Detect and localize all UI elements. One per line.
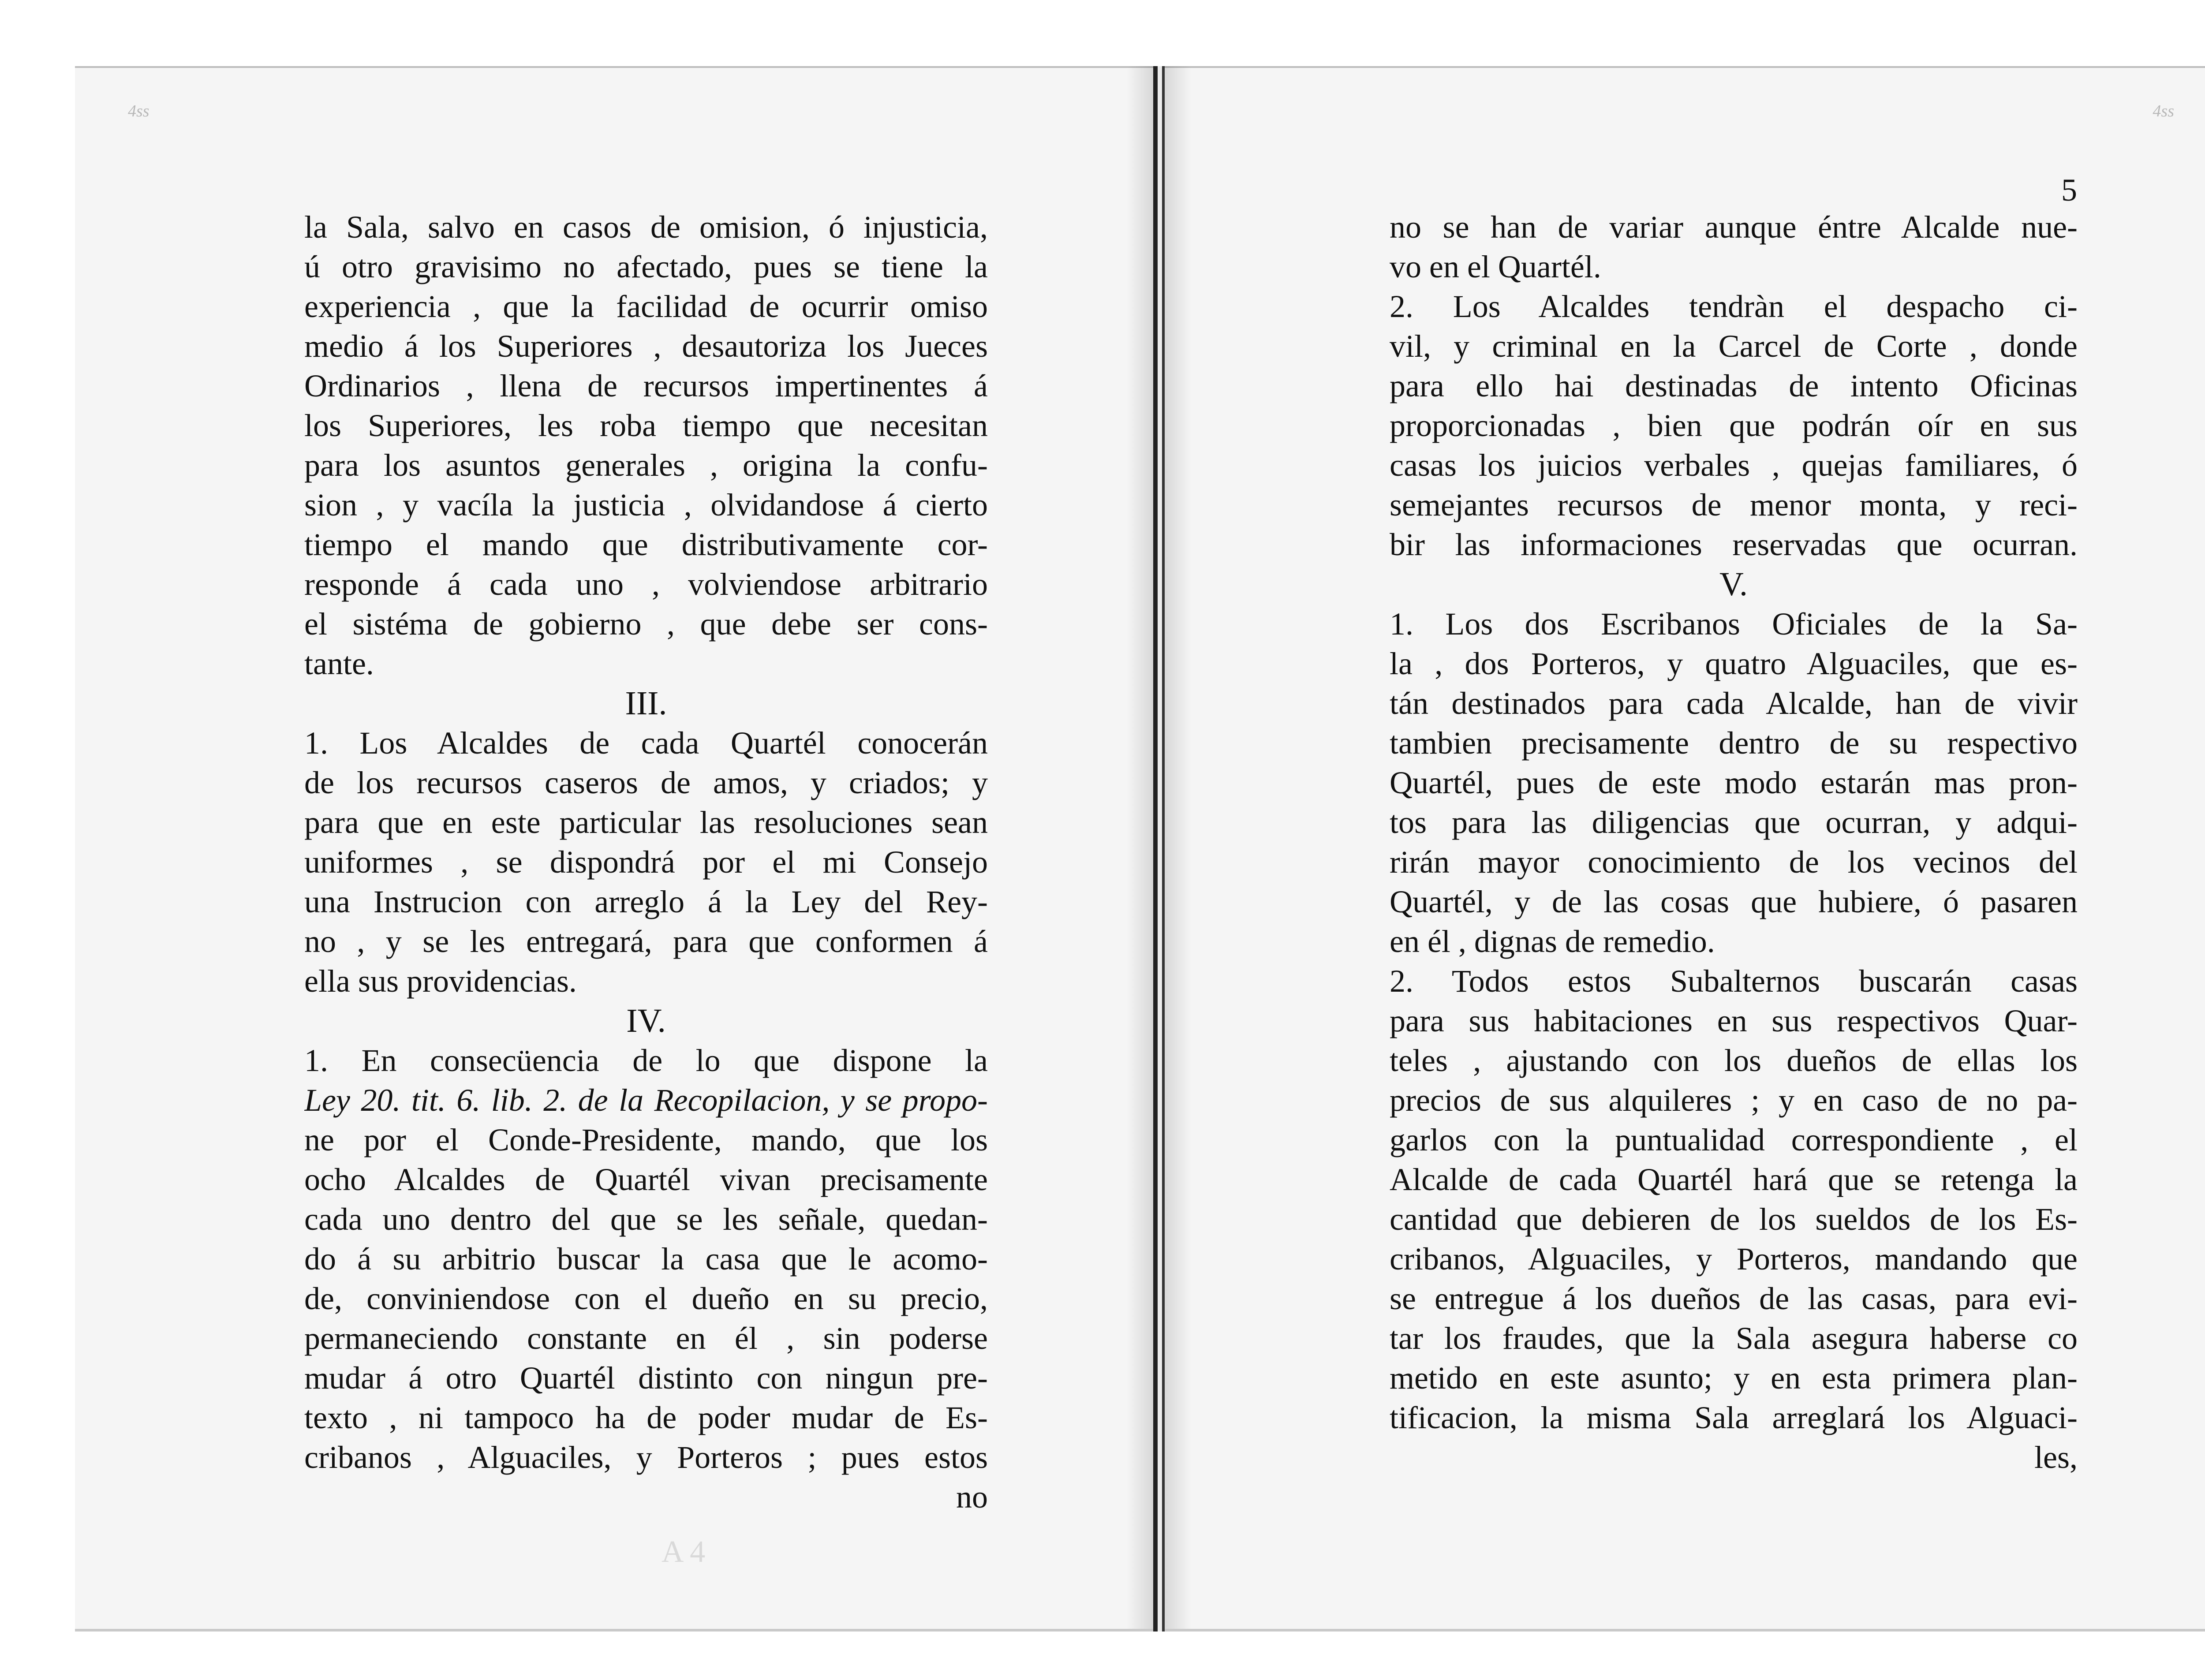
text-line: ú otro gravisimo no afectado, pues se tiene la [304,249,988,284]
text-line: uniformes , se dispondrá por el mi Consejo [304,844,988,880]
text-line: para sus habitaciones en sus respectivos Quar- [1390,1003,2078,1038]
text-line: 2. Todos estos Subalternos buscarán casas [1390,963,2078,999]
text-line: tiempo el mando que distributivamente cor- [304,527,988,562]
text-line: de, conviniendose con el dueño en su precio, [304,1281,988,1316]
catchword: no [956,1479,988,1515]
text-line: no , y se les entregará, para que conformen á [304,924,988,959]
text-line: Ordinarios , llena de recursos impertinentes á [304,368,988,403]
text-line: 1. Los Alcaldes de cada Quartél conocerán [304,725,988,761]
page-edge-top [75,66,1153,68]
text-line: Alcalde de cada Quartél hará que se retenga la [1390,1162,2078,1197]
text-line: 1. En consecüencia de lo que dispone la [304,1043,988,1078]
section-heading-iii: III. [625,685,667,722]
signature-mark-show-through: A 4 [662,1535,706,1569]
text-line: do á su arbitrio buscar la casa que le acomo- [304,1241,988,1277]
text-line: Ley 20. tit. 6. lib. 2. de la Recopilacion, y se propo- [304,1083,988,1118]
pencil-folio-mark: 4ss [128,102,149,120]
text-line: tos para las diligencias que ocurran, y adqui- [1390,805,2078,840]
text-line: texto , ni tampoco ha de poder mudar de Es- [304,1400,988,1435]
text-line: vo en el Quartél. [1390,249,1601,284]
section-heading-v: V. [1719,566,1748,603]
text-line: ne por el Conde-Presidente, mando, que los [304,1122,988,1157]
text-line: bir las informaciones reservadas que ocurran. [1390,527,2078,562]
page-number: 5 [2061,172,2077,208]
text-line: rirán mayor conocimiento de los vecinos del [1390,844,2078,880]
gutter-shadow [1127,66,1153,1631]
text-line: precios de sus alquileres ; y en caso de no pa- [1390,1083,2078,1118]
text-line: la , dos Porteros, y quatro Alguaciles, que es- [1390,646,2078,681]
catchword: les, [2034,1440,2078,1475]
text-line: 1. Los dos Escribanos Oficiales de la Sa- [1390,606,2078,642]
text-line: vil, y criminal en la Carcel de Corte , donde [1390,329,2078,364]
text-line: tán destinados para cada Alcalde, han de vivir [1390,686,2078,721]
text-line: cantidad que debieren de los sueldos de los Es- [1390,1202,2078,1237]
text-line: la Sala, salvo en casos de omision, ó injusticia, [304,209,988,245]
text-line: el sistéma de gobierno , que debe ser cons- [304,606,988,642]
text-line: tambien precisamente dentro de su respectivo [1390,725,2078,761]
text-line: mudar á otro Quartél distinto con ningun pre- [304,1360,988,1396]
text-line: teles , ajustando con los dueños de ellas los [1390,1043,2078,1078]
text-line: sion , y vacíla la justicia , olvidandose á cierto [304,487,988,523]
right-page-text [1390,207,2078,1477]
text-line: cribanos , Alguaciles, y Porteros ; pues estos [304,1440,988,1475]
text-line: tar los fraudes, que la Sala asegura haberse co [1390,1321,2078,1356]
text-line: para los asuntos generales , origina la confu- [304,448,988,483]
text-line: responde á cada uno , volviendose arbitrario [304,567,988,602]
text-line: ocho Alcaldes de Quartél vivan precisamente [304,1162,988,1197]
page-edge-bottom [75,1629,1153,1631]
pencil-folio-mark: 4ss [2153,102,2174,120]
text-line: metido en este asunto; y en esta primera plan- [1390,1360,2078,1396]
text-line: casas los juicios verbales , quejas familiares, ó [1390,448,2078,483]
section-heading-iv: IV. [626,1002,666,1039]
text-line: garlos con la puntualidad correspondiente , el [1390,1122,2078,1157]
text-line: se entregue á los dueños de las casas, para evi- [1390,1281,2078,1316]
text-line: una Instrucion con arreglo á la Ley del Rey- [304,884,988,919]
text-line: ella sus providencias. [304,963,577,999]
text-line: cada uno dentro del que se les señale, quedan- [304,1202,988,1237]
text-line: para que en este particular las resoluciones sean [304,805,988,840]
text-line: Quartél, y de las cosas que hubiere, ó pasaren [1390,884,2078,919]
text-line: Quartél, pues de este modo estarán mas pron- [1390,765,2078,800]
text-line: tante. [304,646,374,681]
text-line: los Superiores, les roba tiempo que necesitan [304,408,988,443]
text-line: tificacion, la misma Sala arreglará los Alguaci- [1390,1400,2078,1435]
left-page-text [304,207,988,1517]
text-line: proporcionadas , bien que podrán oír en sus [1390,408,2078,443]
right-page [1162,66,2205,1631]
text-line: no se han de variar aunque éntre Alcalde nue- [1390,209,2078,245]
page-edge-bottom [1165,1629,2205,1631]
page-edge-top [1165,66,2205,68]
text-line: cribanos, Alguaciles, y Porteros, mandando que [1390,1241,2078,1277]
text-line: en él , dignas de remedio. [1390,924,1715,959]
text-line: para ello hai destinadas de intento Oficinas [1390,368,2078,403]
text-line: 2. Los Alcaldes tendràn el despacho ci- [1390,289,2078,324]
book-spread [75,66,2205,1631]
gutter-shadow [1165,66,1191,1631]
text-line: experiencia , que la facilidad de ocurrir omiso [304,289,988,324]
text-line: medio á los Superiores , desautoriza los Jueces [304,329,988,364]
text-line: permaneciendo constante en él , sin poderse [304,1321,988,1356]
text-line: de los recursos caseros de amos, y criados; y [304,765,988,800]
left-page [75,66,1158,1631]
text-line: semejantes recursos de menor monta, y reci- [1390,487,2078,523]
